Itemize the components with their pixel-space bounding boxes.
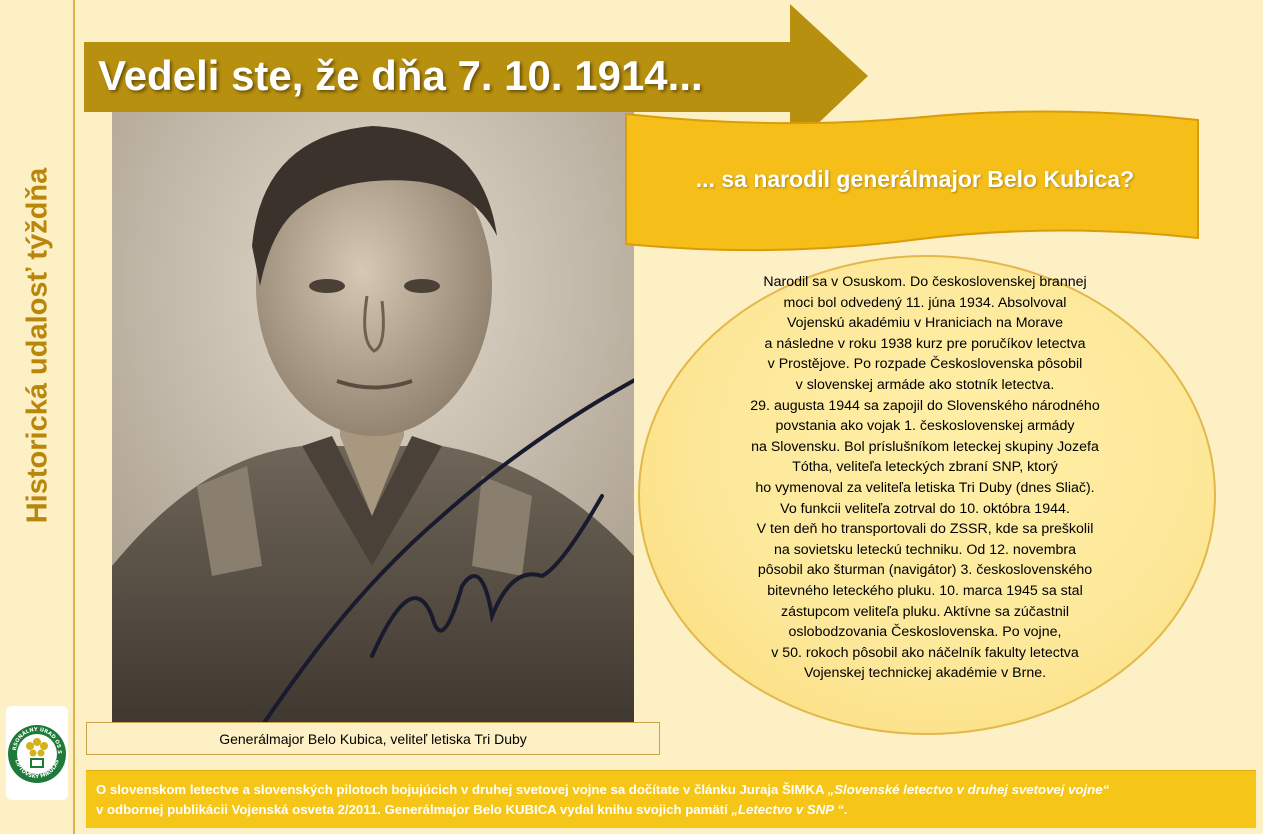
bio-line: Narodil sa v Osuskom. Do československej brannej bbox=[763, 274, 1087, 290]
bio-line: Vo funkcii veliteľa zotrval do 10. októbra 1944. bbox=[780, 500, 1070, 517]
footer-line-2 bbox=[96, 800, 1246, 820]
photo-caption: Generálmajor Belo Kubica, veliteľ letiska Tri Duby bbox=[86, 722, 660, 755]
bio-line: ho vymenoval za veliteľa letiska Tri Duby (dnes Sliač). bbox=[755, 479, 1095, 496]
sidebar-title: Historická udalosť týždňa bbox=[21, 167, 54, 523]
footer-line-2-text: v odbornej publikácii Vojenská osveta 2/2011. Generálmajor Belo KUBICA vydal knihu svojich pamätí bbox=[96, 802, 732, 817]
bio-line: na sovietsku leteckú techniku. Od 12. novembra bbox=[773, 541, 1077, 558]
bio-line: na Slovensku. Bol príslušníkom leteckej skupiny Jozefa bbox=[751, 438, 1099, 455]
bio-line: Tótha, veliteľa leteckých zbraní SNP, ktorý bbox=[792, 459, 1058, 476]
portrait-photo bbox=[112, 96, 634, 726]
logo bbox=[6, 706, 68, 800]
footer-line-1-text: O slovenskom letectve a slovenských pilotoch bojujúcich v druhej svetovej vojne sa dočítate v článku Juraja ŠIMKA bbox=[96, 782, 828, 797]
footer-line-1 bbox=[96, 780, 1246, 800]
bio-line: v Prostějove. Po rozpade Československa pôsobil bbox=[767, 356, 1083, 373]
bio-line: moci bol odvedený 11. júna 1934. Absolvoval bbox=[783, 294, 1067, 311]
bio-line: pôsobil ako šturman (navigátor) 3. československého bbox=[757, 562, 1093, 579]
question-text: ... sa narodil generálmajor Belo Kubica? bbox=[695, 166, 1135, 192]
bio-line: a následne v roku 1938 kurz pre poručíkov letectva bbox=[764, 335, 1086, 352]
portrait-illustration bbox=[112, 96, 634, 726]
bio-line: povstania ako vojak 1. československej armády bbox=[775, 418, 1075, 435]
biography-text bbox=[690, 272, 1160, 732]
bio-line: oslobodzovania Československa. Po vojne, bbox=[788, 624, 1062, 641]
bio-line: 29. augusta 1944 sa zapojil do Slovenského národného bbox=[750, 397, 1100, 414]
sidebar bbox=[0, 0, 75, 834]
bio-line: Vojenskej technickej akadémie v Brne. bbox=[803, 665, 1047, 682]
logo-text-bottom: LIPTOVSKÝ MIKULÁŠ bbox=[13, 758, 61, 781]
bio-line: v slovenskej armáde ako stotník letectva. bbox=[795, 376, 1055, 393]
bio-line: V ten deň ho transportovali do ZSSR, kde sa preškolil bbox=[756, 521, 1094, 538]
sidebar-title-wrap bbox=[0, 0, 75, 690]
logo-emblem bbox=[6, 706, 68, 800]
footer-book-title: „Letectvo v SNP “ bbox=[731, 802, 844, 817]
footer-note bbox=[86, 770, 1256, 828]
bio-line: bitevného leteckého pluku. 10. marca 1945 sa stal bbox=[767, 582, 1083, 599]
bio-line: zástupcom veliteľa pluku. Aktívne sa zúčastnil bbox=[780, 603, 1070, 620]
footer-line-2-end: . bbox=[843, 802, 848, 817]
bio-line: v 50. rokoch pôsobil ako náčelník fakulty letectva bbox=[771, 644, 1079, 661]
logo-text-top: RSONÁLNY ÚRAD OS S bbox=[12, 726, 63, 754]
page-title: Vedeli ste, že dňa 7. 10. 1914... bbox=[98, 52, 703, 99]
bio-line: Vojenskú akadémiu v Hraniciach na Morave bbox=[786, 315, 1063, 332]
footer-article-title: „Slovenské letectvo v druhej svetovej vojne“ bbox=[827, 782, 1110, 797]
